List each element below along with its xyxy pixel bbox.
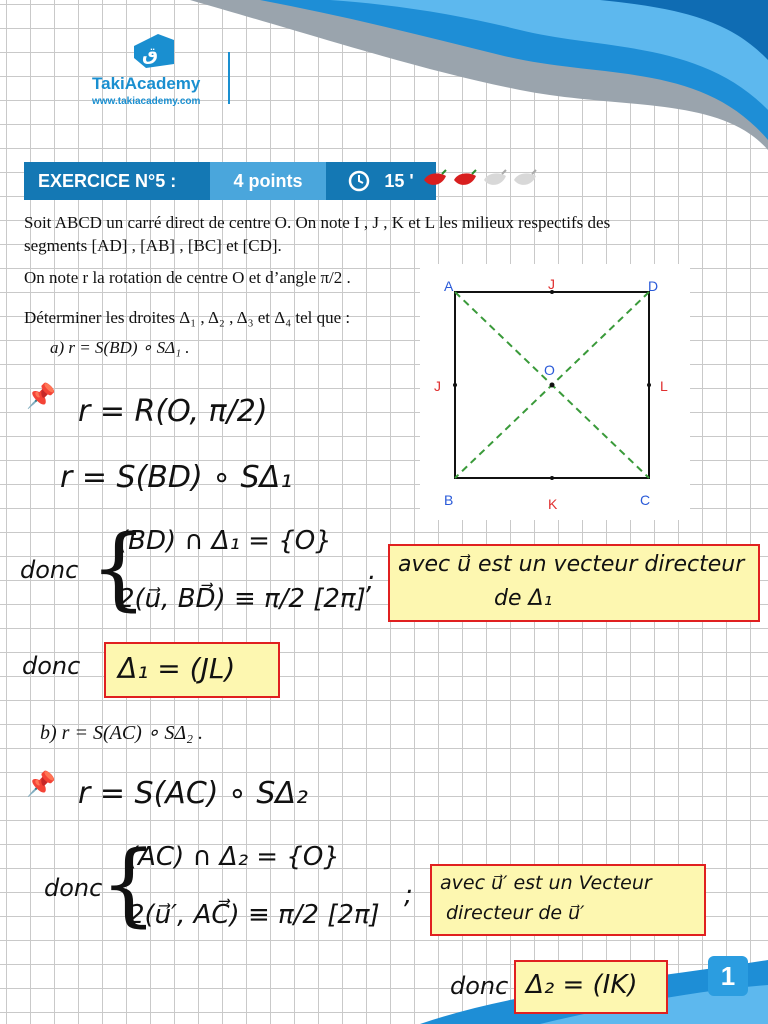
clock-icon [348,170,370,192]
sol-a-note-line-1: avec u⃗ est un vecteur directeur [398,552,745,577]
exercise-header [24,162,436,200]
label-D: D [648,278,659,294]
sol-a-result-donc: donc [22,652,81,680]
sol-a-note-box [388,544,760,622]
exercise-points: 4 points [210,162,326,200]
svg-text:ق: ق [142,44,159,65]
sol-a-system-2: 2(u⃗, BD⃗) ≡ π/2 [2π] [118,584,366,614]
sol-b-result-donc: donc [450,972,509,1000]
difficulty-peppers [420,168,538,190]
logo-divider [228,52,230,104]
sol-b-note-box [430,864,706,936]
sol-b-result: Δ₂ = (IK) [526,970,638,1000]
sol-a-brace: { [90,516,148,621]
sol-b-note-line-1: avec u⃗′ est un Vecteur [440,872,652,894]
pushpin-icon-2: 📌 [26,772,56,798]
sol-b-brace: { [100,832,158,937]
sol-a-semicolon: ; [366,566,375,596]
sol-b-semicolon: ; [404,880,413,910]
label-K: K [548,496,558,512]
brand-logo [88,30,238,110]
sol-b-system-2: 2(u⃗′, AC⃗) ≡ π/2 [2π] [128,900,380,930]
sol-b-note-line-2: directeur de u⃗′ [446,902,585,924]
statement-line-3: On note r la rotation de centre O et d’angle π/2 . [24,268,351,287]
pepper-icon-1 [420,168,448,190]
sol-a-line-2: r = S(BD) ∘ SΔ₁ [60,460,293,495]
label-B: B [444,492,454,508]
statement-line-1: Soit ABCD un carré direct de centre O. On note I , J , K et L les milieux respectifs des [24,213,611,232]
logo-mark-icon [128,30,178,70]
pushpin-icon: 📌 [26,384,56,410]
square-diagram [420,264,690,520]
page-number: 1 [708,956,748,996]
statement-part-a: a) r = S(BD) ∘ SΔ₁ . [50,338,190,357]
square-figure [420,264,690,520]
sol-a-note-line-2: de Δ₁ [494,586,553,611]
statement-line-2: segments [AD] , [AB] , [BC] et [CD]. [24,236,282,255]
sol-b-system-1: (AC) ∩ Δ₂ = {O} [128,842,340,872]
statement-line-4: Déterminer les droites Δ₁ , Δ₂ , Δ₃ et Δ₄ tel que : [24,308,351,327]
pepper-icon-4 [510,168,538,190]
exercise-time-label: 15 ' [384,170,414,191]
sol-a-donc: donc [20,556,79,584]
pepper-icon-3 [480,168,508,190]
label-J-left: J [434,378,441,394]
sol-a-system-1: (BD) ∩ Δ₁ = {O} [118,526,332,556]
statement-part-b: b) r = S(AC) ∘ SΔ₂ . [40,722,204,744]
exercise-title: EXERCICE N°5 : [24,162,210,200]
sol-b-donc: donc [44,874,103,902]
pepper-icon-2 [450,168,478,190]
sol-a-result: Δ₁ = (JL) [118,652,236,685]
sol-b-line-1: r = S(AC) ∘ SΔ₂ [78,776,308,811]
label-C: C [640,492,651,508]
sol-a-result-box [104,642,280,698]
label-A: A [444,278,454,294]
label-J-top: J [548,276,555,292]
label-L: L [660,378,668,394]
brand-url: www.takiacademy.com [92,96,201,107]
sol-b-result-box [514,960,668,1014]
sol-a-line-1: r = R(O, π/2) [78,394,268,429]
label-O: O [544,362,555,378]
brand-name: TakiAcademy [92,74,201,93]
